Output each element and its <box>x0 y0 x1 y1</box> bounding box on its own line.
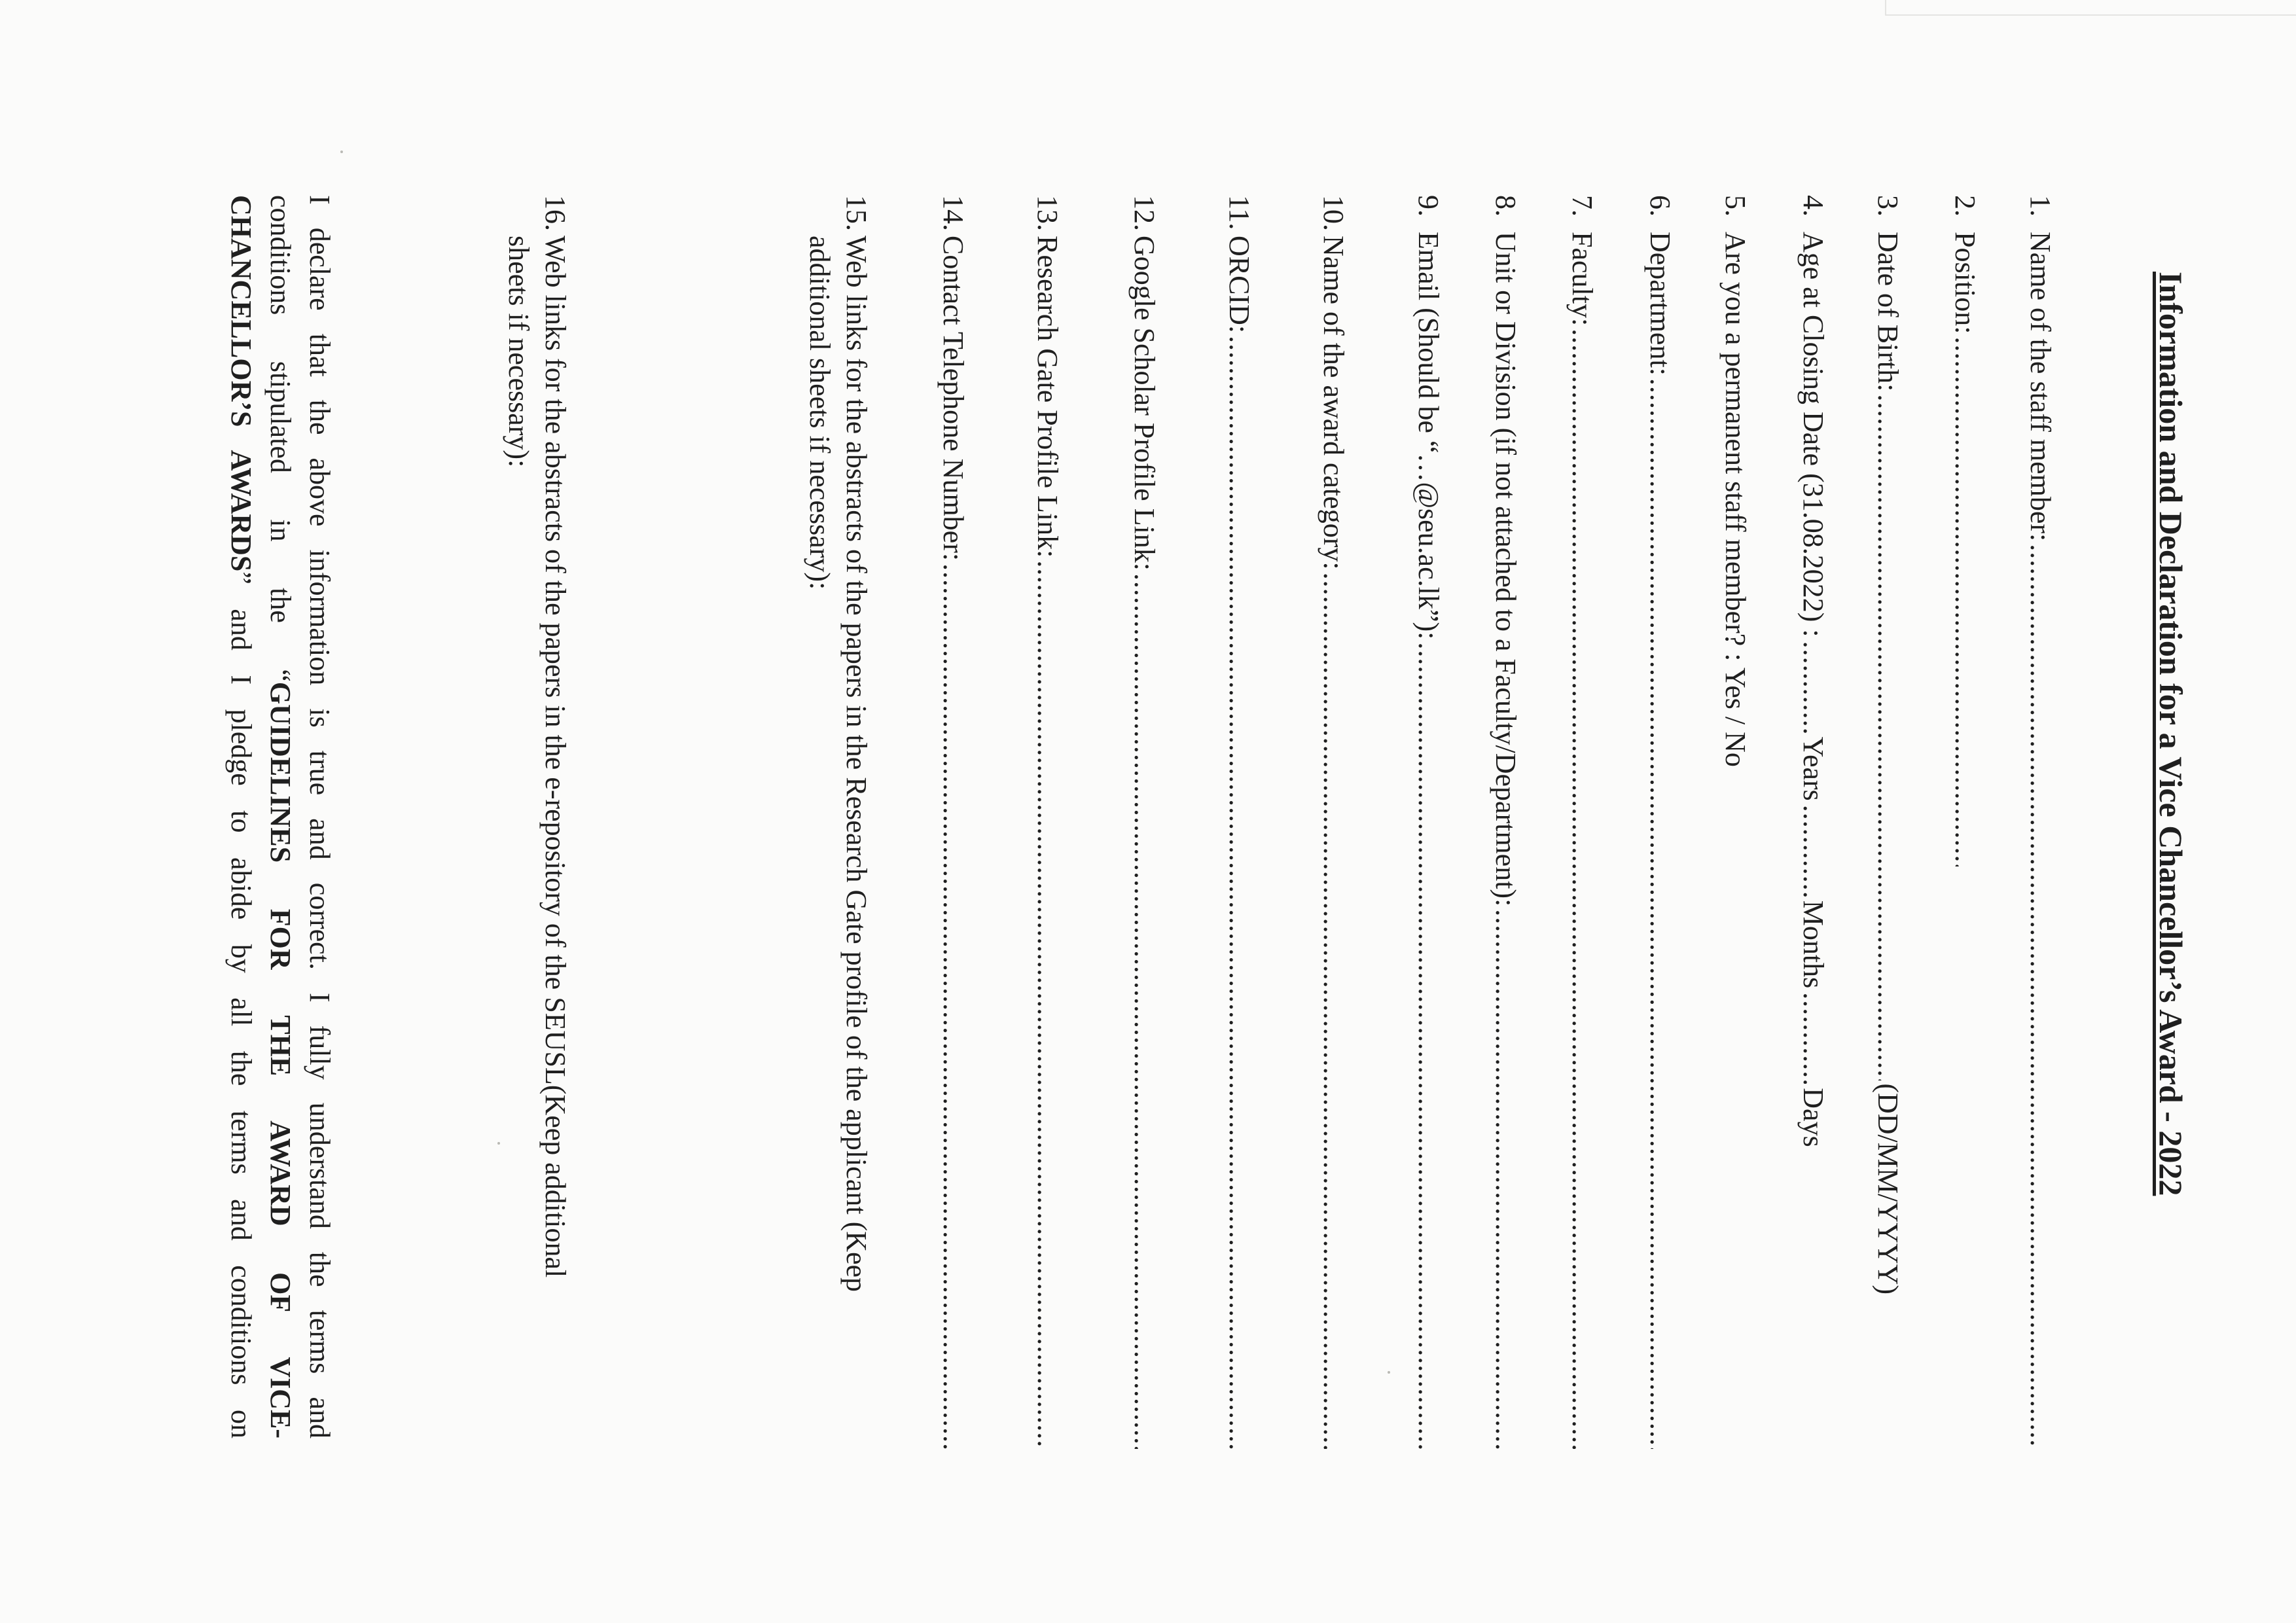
field-number: 12. <box>1128 195 1160 231</box>
field-label-continuation: sheets if necessary): <box>503 236 535 468</box>
field-number: 1. <box>2024 195 2056 217</box>
fill-line[interactable] <box>1869 394 1906 1080</box>
field-number: 8. <box>1490 195 1522 217</box>
declaration-line <box>221 195 260 1438</box>
field-label: Name of the award category: <box>1318 236 1350 570</box>
fill-line[interactable] <box>1221 336 1257 1449</box>
fill-line[interactable] <box>1126 573 1162 1449</box>
field-award-category <box>1315 195 1352 1452</box>
field-number: 10. <box>1318 195 1350 231</box>
field-number: 5. <box>1719 195 1751 217</box>
field-staff-name <box>2022 195 2058 1452</box>
fill-line[interactable] <box>1641 378 1678 1449</box>
field-orcid <box>1221 195 1257 1452</box>
page-title: Information and Declaration for a Vice Chancellor’s Award - 2022 <box>2153 272 2189 1196</box>
field-label: Web links for the abstracts of the papers in the Research Gate profile of the applicant (Keep <box>840 236 872 1293</box>
field-number: 7. <box>1566 195 1598 217</box>
field-number: 11. <box>1223 195 1255 230</box>
years-fill[interactable] <box>1795 641 1831 733</box>
field-label: Faculty: <box>1566 232 1598 327</box>
declaration-line <box>260 195 300 1438</box>
declaration-text: ” and I pledge to abide by all the terms and conditions on <box>225 571 257 1439</box>
field-repository-abstracts[interactable] <box>500 195 573 1438</box>
field-label: Department: <box>1644 232 1676 376</box>
fill-line[interactable] <box>1029 560 1066 1449</box>
field-unit-division <box>1487 195 1524 1452</box>
years-label: Years <box>1797 736 1829 801</box>
field-permanent-staff <box>1717 195 1753 1452</box>
field-label: Age at Closing Date (31.08.2022) : <box>1797 232 1829 637</box>
field-number: 4. <box>1797 195 1829 217</box>
field-age-at-closing <box>1795 195 1831 1530</box>
field-telephone <box>935 195 971 1452</box>
field-google-scholar <box>1126 195 1162 1452</box>
field-research-gate <box>1029 195 1066 1452</box>
field-label: Name of the staff member: <box>2024 232 2056 542</box>
field-label: Date of Birth: <box>1872 232 1904 392</box>
months-label: Months <box>1797 900 1829 989</box>
fill-line[interactable] <box>935 563 971 1449</box>
fill-line[interactable] <box>1487 909 1524 1449</box>
fill-line[interactable] <box>1564 329 1600 1449</box>
field-research-gate-abstracts[interactable] <box>801 195 874 1438</box>
field-label-continuation: additional sheets if necessary): <box>804 236 836 590</box>
declaration-text: conditions stipulated in the “ <box>264 195 296 682</box>
field-number: 6. <box>1644 195 1676 217</box>
field-label: Google Scholar Profile Link: <box>1128 236 1160 571</box>
months-fill[interactable] <box>1795 805 1831 897</box>
fill-line[interactable] <box>1410 642 1446 1449</box>
field-label: Email (Should be “…@seu.ac.lk”): <box>1412 232 1444 640</box>
field-email <box>1410 195 1446 1452</box>
field-label: ORCID: <box>1223 236 1255 334</box>
field-faculty <box>1564 195 1600 1452</box>
declaration-line: I declare that the above information is true and correct. I fully understand the terms and <box>304 195 336 1438</box>
fill-line[interactable] <box>1946 337 1983 867</box>
field-label: Web links for the abstracts of the papers in the e-repository of the SEUSL(Keep additional <box>539 236 571 1278</box>
field-date-of-birth <box>1869 195 1906 1294</box>
date-format-hint: (DD/MM/YYYY) <box>1872 1083 1904 1294</box>
declaration-paragraph <box>221 195 339 1438</box>
field-label: Unit or Division (if not attached to a Faculty/Department): <box>1490 232 1522 907</box>
guidelines-title-bold: GUIDELINES FOR THE AWARD OF VICE- <box>264 681 296 1438</box>
field-number: 3. <box>1872 195 1904 217</box>
field-number: 13. <box>1031 195 1064 231</box>
field-number: 16. <box>539 195 571 231</box>
guidelines-title-bold: CHANCELLOR’S AWARDS <box>225 195 257 572</box>
days-fill[interactable] <box>1795 992 1831 1084</box>
fill-line[interactable] <box>1315 573 1352 1449</box>
field-number: 15. <box>840 195 872 231</box>
fill-line[interactable] <box>2022 544 2058 1449</box>
field-label[interactable]: Are you a permanent staff member? : Yes / No <box>1719 232 1751 767</box>
field-number: 14. <box>937 195 969 231</box>
field-position <box>1946 195 1983 869</box>
field-number: 2. <box>1949 195 1981 217</box>
field-number: 9. <box>1412 195 1444 217</box>
field-department <box>1641 195 1678 1452</box>
field-label: Contact Telephone Number: <box>937 236 969 562</box>
field-label: Position: <box>1949 232 1981 334</box>
days-label: Days <box>1797 1088 1829 1147</box>
field-label: Research Gate Profile Link: <box>1031 236 1064 558</box>
